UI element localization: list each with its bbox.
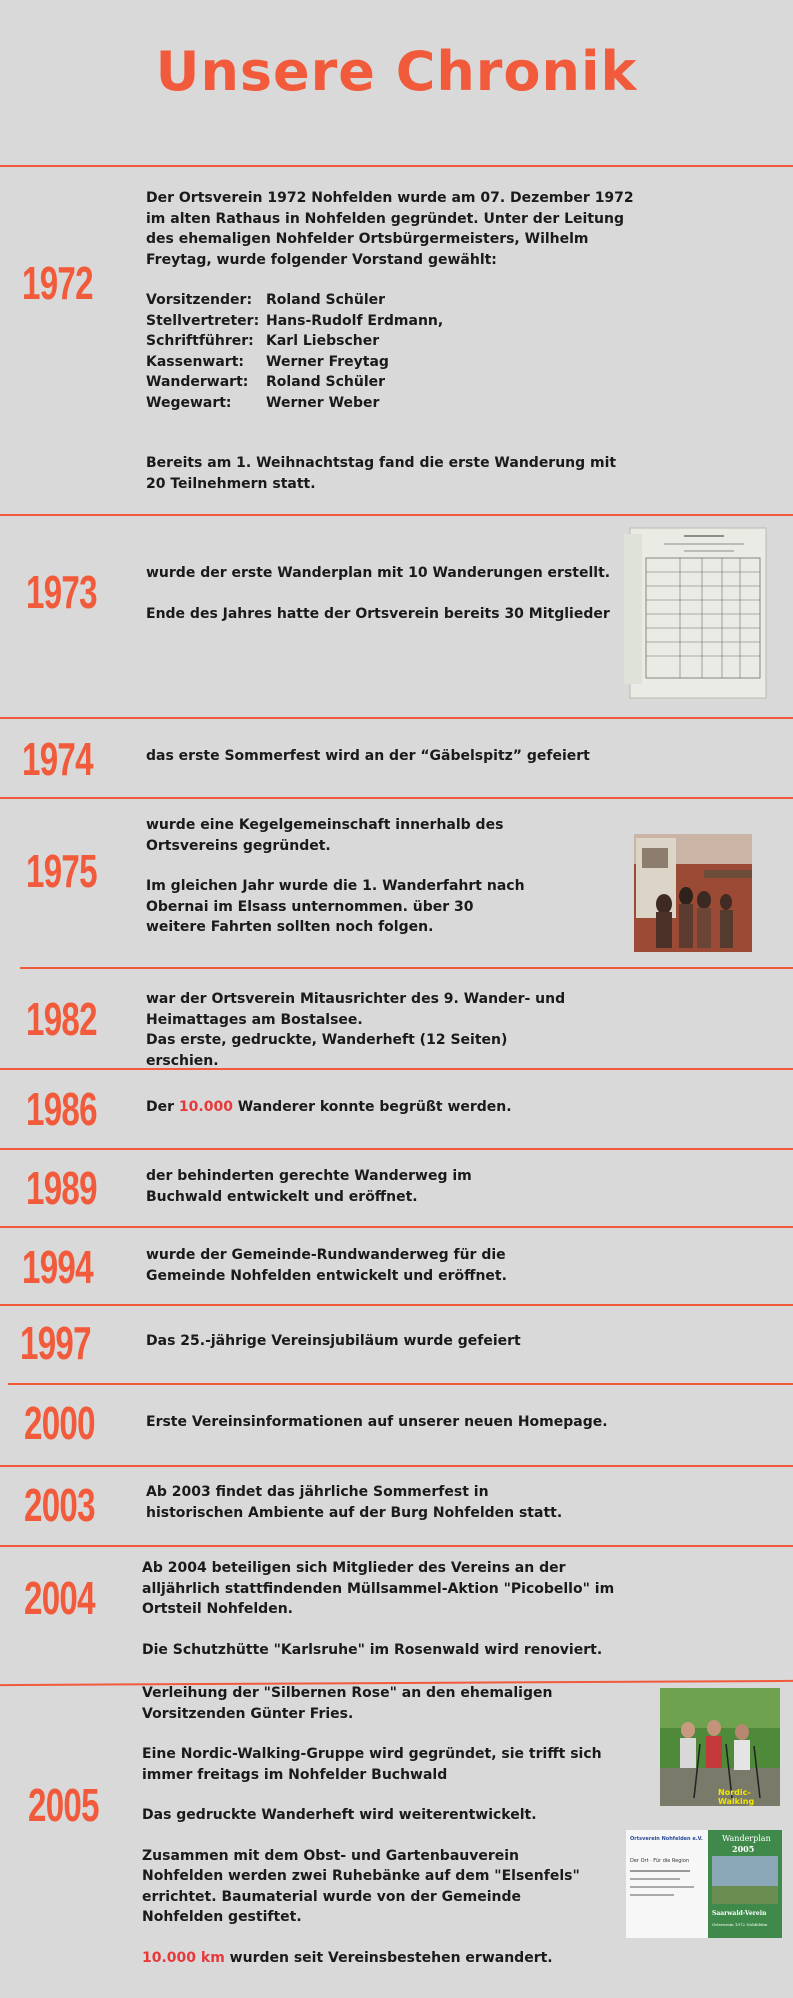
board-name: Werner Freytag [266, 353, 389, 370]
board-name: Werner Weber [266, 394, 380, 411]
entry-1982-line1: war der Ortsverein Mitausrichter des 9. Wander- und Heimattages am Bostalsee. [146, 991, 566, 1028]
entry-1973-line1: wurde der erste Wanderplan mit 10 Wanderungen erstellt. [146, 565, 611, 581]
year-1972: 1972 [22, 257, 93, 309]
entry-2005 [142, 1683, 602, 1968]
entry-1986-post: Wanderer konnte begrüßt werden. [232, 1099, 512, 1115]
year-1975: 1975 [26, 845, 97, 897]
entry-1973-line2: Ende des Jahres hatte der Ortsverein bereits 30 Mitglieder [146, 605, 610, 622]
entry-1975-line2: Im gleichen Jahr wurde die 1. Wanderfahrt nach Obernai im Elsass unternommen. über 30 weitere Fahrten sollten noch folgen. [146, 878, 525, 935]
nordic-walking-photo [660, 1688, 780, 1806]
booklet-left-sub: Der Ort · Für die Region [630, 1858, 690, 1864]
divider [0, 1545, 793, 1547]
year-1989: 1989 [26, 1162, 97, 1214]
divider [0, 1465, 793, 1467]
entry-1972 [146, 188, 636, 494]
entry-1986-pre: Der [146, 1099, 179, 1115]
entry-1989: der behinderten gerechte Wanderweg im Buchwald entwickelt und eröffnet. [146, 1168, 472, 1205]
board-name: Roland Schüler [266, 374, 386, 390]
board-role: Vorsitzender: [146, 292, 253, 308]
wanderplan-document-image [624, 524, 768, 700]
divider [0, 797, 793, 799]
entry-2005-line3: Das gedruckte Wanderheft wird weiterentwickelt. [142, 1807, 537, 1823]
bus-trip-photo [634, 834, 752, 952]
year-1994: 1994 [22, 1241, 93, 1293]
entry-2005-line2: Eine Nordic-Walking-Gruppe wird gegründet, sie trifft sich immer freitags im Nohfelder Buchwald [142, 1746, 602, 1783]
year-1982: 1982 [26, 993, 97, 1045]
booklet-left-title: Ortsverein Nohfelden e.V. [630, 1836, 703, 1842]
entry-2005-line4: Zusammen mit dem Obst- und Gartenbauverein Nohfelden werden zwei Ruhebänke auf dem "Elsenfels" errichtet. Baumaterial wurde von der Gemeinde Nohfelden gestiftet. [142, 1847, 580, 1925]
year-2004: 2004 [24, 1572, 95, 1624]
visitor-count: 10.000 [178, 1099, 233, 1115]
entry-2000: Erste Vereinsinformationen auf unserer neuen Homepage. [146, 1414, 608, 1430]
entry-1975-line1: wurde eine Kegelgemeinschaft innerhalb des Ortsvereins gegründet. [146, 817, 504, 854]
entry-1982-line2: Das erste, gedruckte, Wanderheft (12 Seiten) erschien. [146, 1032, 508, 1069]
divider [0, 514, 793, 516]
wanderheft-booklet-image [626, 1830, 782, 1938]
booklet-cover-sub: Saarwald-Verein [712, 1910, 767, 1917]
booklet-cover-year: 2005 [732, 1844, 755, 1854]
nordic-walking-caption: Nordic-Walking [718, 1788, 755, 1806]
board-role: Stellvertreter: [146, 312, 260, 329]
total-distance: 10.000 km [142, 1949, 225, 1966]
booklet-cover-sub2: Ortsverein 1972 Nohfelden [712, 1922, 768, 1927]
board-list [146, 290, 443, 413]
board-role: Kassenwart: [146, 353, 244, 370]
entry-1973 [146, 563, 636, 624]
board-role: Wegewart: [146, 394, 232, 411]
board-role: Schriftführer: [146, 333, 254, 349]
entry-2005-line1: Verleihung der "Silbernen Rose" an den ehemaligen Vorsitzenden Günter Fries. [142, 1685, 553, 1722]
year-1986: 1986 [26, 1083, 97, 1135]
board-name: Roland Schüler [266, 292, 386, 308]
divider [0, 165, 793, 167]
board-name: Hans-Rudolf Erdmann, [266, 312, 444, 329]
divider [0, 717, 793, 719]
board-name: Karl Liebscher [266, 333, 380, 349]
year-2000: 2000 [24, 1397, 95, 1449]
divider [0, 1304, 793, 1306]
entry-1975 [146, 815, 526, 938]
entry-2004 [142, 1558, 642, 1660]
entry-1972-intro: Der Ortsverein 1972 Nohfelden wurde am 07. Dezember 1972 im alten Rathaus in Nohfelden gegründet. Unter der Leitung des ehemaligen Nohfelder Ortsbürgermeisters, Wilhelm Freytag, wurde folgender Vorstand gewählt: [146, 190, 634, 268]
entry-2005-km-post: wurden seit Vereinsbestehen erwandert. [224, 1949, 553, 1966]
divider [0, 1148, 793, 1150]
entry-2003: Ab 2003 findet das jährliche Sommerfest in historischen Ambiente auf der Burg Nohfelden statt. [146, 1484, 563, 1521]
entry-1972-outro: Bereits am 1. Weihnachtstag fand die erste Wanderung mit 20 Teilnehmern statt. [146, 455, 617, 492]
page-title: Unsere Chronik [155, 40, 638, 103]
entry-1982 [146, 989, 566, 1071]
board-role: Wanderwart: [146, 374, 249, 390]
entry-1997: Das 25.-jährige Vereinsjubiläum wurde gefeiert [146, 1333, 521, 1349]
entry-2004-line2: Die Schutzhütte "Karlsruhe" im Rosenwald wird renoviert. [142, 1641, 603, 1658]
entry-2005-km-line [142, 1948, 602, 1969]
entry-2004-line1: Ab 2004 beteiligen sich Mitglieder des Vereins an der alljährlich stattfindenden Müllsammel-Aktion "Picobello" im Ortsteil Nohfelden. [142, 1560, 615, 1617]
divider [20, 967, 793, 969]
year-2003: 2003 [24, 1479, 95, 1531]
booklet-cover-title: Wanderplan [722, 1834, 771, 1843]
divider [0, 1226, 793, 1228]
year-1997: 1997 [20, 1317, 91, 1369]
year-2005: 2005 [28, 1779, 99, 1831]
divider [8, 1383, 793, 1385]
entry-1974: das erste Sommerfest wird an der “Gäbelspitz” gefeiert [146, 748, 590, 764]
year-1974: 1974 [22, 733, 93, 785]
year-1973: 1973 [26, 566, 97, 618]
entry-1986 [146, 1097, 636, 1118]
entry-1994: wurde der Gemeinde-Rundwanderweg für die Gemeinde Nohfelden entwickelt und eröffnet. [146, 1247, 507, 1284]
